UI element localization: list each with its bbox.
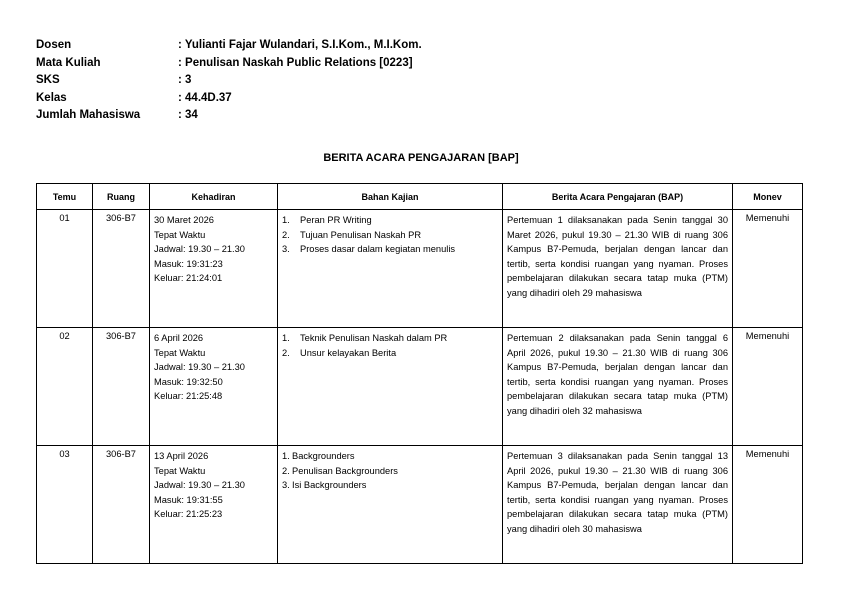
table-row [37,328,803,446]
info-value: : 34 [178,109,198,121]
cell-kehadiran [150,446,278,564]
kehadiran-jadwal: Jadwal: 19.30 – 21.30 [154,362,245,373]
column-header-bahan-kajian: Bahan Kajian [278,184,503,210]
bahan-list [282,449,498,493]
list-item [282,346,498,361]
item-number: 1. [282,451,290,461]
item-text: Proses dasar dalam kegiatan menulis [300,244,456,255]
list-item [282,228,498,243]
cell-kehadiran [150,210,278,328]
kehadiran-status: Tepat Waktu [154,347,206,358]
cell-bahan-kajian [278,328,503,446]
column-header-kehadiran: Kehadiran [150,184,278,210]
list-item [282,449,498,464]
item-number: 2. [282,347,290,358]
info-label: SKS [36,74,60,86]
kehadiran-status: Tepat Waktu [154,229,206,240]
cell-ruang: 306-B7 [93,446,150,564]
kehadiran-jadwal: Jadwal: 19.30 – 21.30 [154,480,245,491]
info-row-jumlah-mahasiswa [36,107,422,125]
list-item [282,464,498,479]
info-row-dosen [36,37,422,55]
cell-ruang: 306-B7 [93,210,150,328]
item-text: Isi Backgrounders [292,480,367,491]
table-row [37,210,803,328]
kehadiran-masuk: Masuk: 19:32:50 [154,376,223,387]
list-item [282,478,498,493]
cell-temu: 03 [37,446,93,564]
table-header-row [37,184,803,210]
table-row [37,446,803,564]
kehadiran-keluar: Keluar: 21:24:01 [154,273,223,284]
column-header-temu: Temu [37,184,93,210]
item-text: Tujuan Penulisan Naskah PR [300,229,422,240]
item-text: Penulisan Backgrounders [292,465,398,476]
cell-monev: Memenuhi [733,446,803,564]
kehadiran-jadwal: Jadwal: 19.30 – 21.30 [154,244,245,255]
info-value: : Penulisan Naskah Public Relations [0223] [178,56,413,69]
cell-monev: Memenuhi [733,210,803,328]
info-value: : 3 [178,74,192,86]
kehadiran-masuk: Masuk: 19:31:55 [154,494,223,505]
list-item [282,331,498,346]
item-number: 2. [282,465,290,476]
cell-bahan-kajian [278,210,503,328]
item-text: Peran PR Writing [300,215,372,225]
course-info-header [36,37,422,125]
list-item [282,242,498,257]
column-header-monev: Monev [733,184,803,210]
info-row-sks [36,72,422,90]
item-number: 1. [282,215,290,225]
item-text: Unsur kelayakan Berita [300,347,397,358]
item-number: 1. [282,333,290,343]
kehadiran-status: Tepat Waktu [154,465,206,476]
cell-bap: Pertemuan 3 dilaksanakan pada Senin tanggal 13 April 2026, pukul 19.30 – 21.30 WIB di ruang 306 Kampus B7-Pemuda, berjalan dengan lancar dan tertib, serta kondisi ruangan yang nyaman. Proses pembelajaran dilakukan secara tatap muka (PTM) yang dihadiri oleh 30 mahasiswa [503,446,733,564]
info-label: Kelas [36,91,67,104]
item-text: Teknik Penulisan Naskah dalam PR [300,333,448,343]
info-value: : 44.4D.37 [178,91,232,104]
column-header-bap: Berita Acara Pengajaran (BAP) [503,184,733,210]
kehadiran-keluar: Keluar: 21:25:23 [154,509,223,520]
bap-table [36,183,803,564]
info-row-mata-kuliah [36,55,422,73]
cell-monev: Memenuhi [733,328,803,446]
kehadiran-date: 30 Maret 2026 [154,215,214,225]
item-number: 3. [282,480,290,491]
bahan-list [282,331,498,360]
kehadiran-date: 6 April 2026 [154,333,204,343]
bahan-list [282,213,498,257]
kehadiran-keluar: Keluar: 21:25:48 [154,391,223,402]
column-header-ruang: Ruang [93,184,150,210]
cell-bahan-kajian [278,446,503,564]
cell-bap: Pertemuan 2 dilaksanakan pada Senin tanggal 6 April 2026, pukul 19.30 – 21.30 WIB di ruang 306 Kampus B7-Pemuda, berjalan dengan lancar dan tertib, serta kondisi ruangan yang nyaman. Proses pembelajaran dilakukan secara tatap muka (PTM) yang dihadiri oleh 32 mahasiswa [503,328,733,446]
document-title: BERITA ACARA PENGAJARAN [BAP] [323,152,519,164]
item-number: 2. [282,229,290,240]
kehadiran-date: 13 April 2026 [154,451,209,461]
info-row-kelas [36,90,422,108]
list-item [282,213,498,228]
cell-temu: 02 [37,328,93,446]
info-label: Mata Kuliah [36,56,101,69]
item-number: 3. [282,244,290,255]
info-label: Dosen [36,39,72,51]
kehadiran-masuk: Masuk: 19:31:23 [154,258,223,269]
cell-kehadiran [150,328,278,446]
cell-ruang: 306-B7 [93,328,150,446]
info-label: Jumlah Mahasiswa [36,109,141,121]
cell-temu: 01 [37,210,93,328]
item-text: Backgrounders [292,451,355,461]
cell-bap: Pertemuan 1 dilaksanakan pada Senin tanggal 30 Maret 2026, pukul 19.30 – 21.30 WIB di ruang 306 Kampus B7-Pemuda, berjalan dengan lancar dan tertib, serta kondisi ruangan yang nyaman. Proses pembelajaran dilakukan secara tatap muka (PTM) yang dihadiri oleh 29 mahasiswa [503,210,733,328]
info-value: : Yulianti Fajar Wulandari, S.I.Kom., M.I.Kom. [178,39,422,51]
